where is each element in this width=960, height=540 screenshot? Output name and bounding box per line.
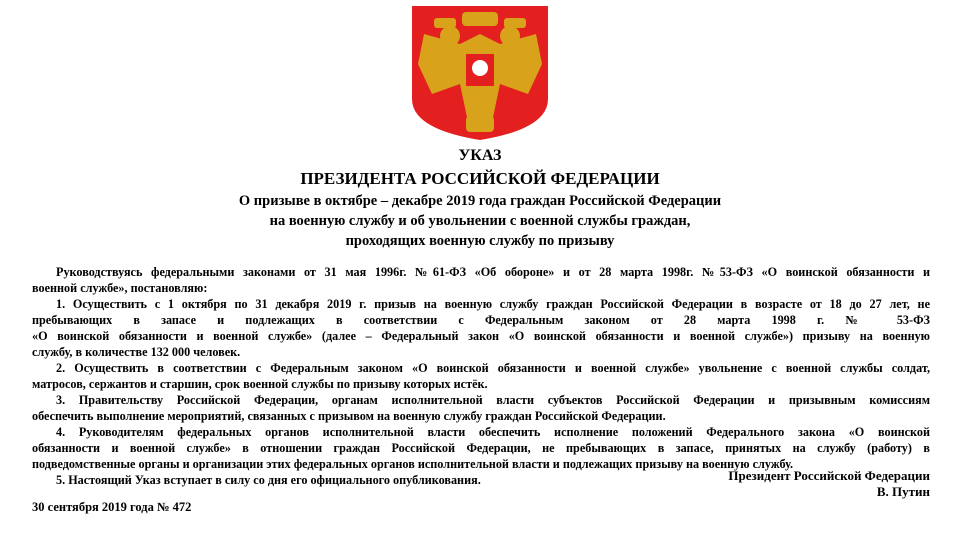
decree-subtitle-line: на военную службу и об увольнении с военной службы граждан,: [269, 213, 691, 229]
paragraph-line: 5. Настоящий Указ вступает в силу со дня его официального опубликования.: [56, 473, 481, 487]
paragraph: [32, 264, 930, 296]
paragraph-line: подведомственные органы и организации этих федеральных органов исполнительной власти и подлежащих призыву на военную службу.: [32, 457, 794, 471]
paragraph: [32, 392, 930, 424]
paragraph: [32, 424, 930, 472]
signatory-position: Президент Российской Федерации: [728, 468, 930, 483]
signatory-name: В. Путин: [876, 484, 930, 499]
paragraph: [32, 360, 930, 392]
paragraph: [32, 296, 930, 360]
paragraph-line: 2. Осуществить в соответствии с Федеральным законом «О воинской обязанности и военной службе» увольнение с военной службы солдат,: [56, 361, 930, 375]
coat-of-arms-icon: [410, 4, 550, 142]
decree-date-number: 30 сентября 2019 года № 472: [32, 500, 192, 514]
paragraph-line: службу, в количестве 132 000 человек.: [32, 345, 241, 359]
paragraph-line: пребывающих в запасе и подлежащих в соответствии с Федеральным законом от 28 марта 1998 г. № 53-ФЗ: [32, 313, 930, 327]
decree-subtitle-line: О призыве в октябре – декабре 2019 года граждан Российской Федерации: [238, 193, 722, 209]
decree-subtitle-line: проходящих военную службу по призыву: [345, 233, 615, 249]
paragraph-line: обязанности и военной службе» в отношении граждан Российской Федерации, не пребывающих в запасе, принятых на службу (работу) в: [32, 441, 930, 455]
decree-issuer: ПРЕЗИДЕНТА РОССИЙСКОЙ ФЕДЕРАЦИИ: [300, 169, 660, 188]
decree-title: УКАЗ: [458, 147, 502, 164]
paragraph-line: «О воинской обязанности и военной службе» (далее – Федеральный закон «О воинской обязанности и военной службе») призыву на военную: [32, 329, 930, 343]
paragraph-line: матросов, сержантов и старшин, срок военной службы по призыву которых истёк.: [32, 377, 488, 391]
paragraph-line: Руководствуясь федеральными законами от 31 мая 1996г. №61-ФЗ «Об обороне» и от 28 марта 1998г. №53-ФЗ «О воинской обязанности и: [56, 265, 930, 279]
paragraph-line: 4. Руководителям федеральных органов исполнительной власти обеспечить исполнение положений Федерального закона «О воинской: [56, 425, 930, 439]
decree-body: [32, 264, 930, 488]
paragraph-line: военной службе», постановляю:: [32, 281, 208, 295]
paragraph-line: 3. Правительству Российской Федерации, органам исполнительной власти субъектов Российской Федерации и призывным комиссиям: [56, 393, 930, 407]
paragraph-line: 1. Осуществить с 1 октября по 31 декабря 2019 г. призыв на военную службу граждан Российской Федерации в возрасте от 18 до 27 лет, не: [56, 297, 930, 311]
paragraph-line: обеспечить выполнение мероприятий, связанных с призывом на военную службу граждан Российской Федерации.: [32, 409, 666, 423]
